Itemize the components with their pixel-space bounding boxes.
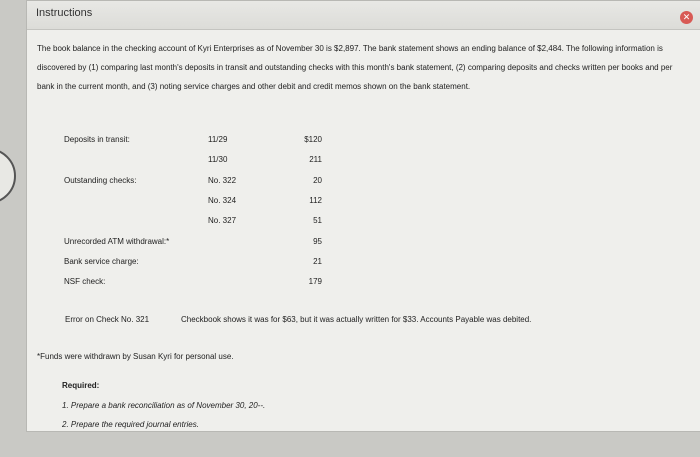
row-amount: 179	[308, 277, 322, 286]
row-label: Unrecorded ATM withdrawal:*	[64, 237, 170, 246]
required-item-2: 2. Prepare the required journal entries.	[62, 420, 199, 429]
table-row	[64, 237, 364, 257]
row-date: No. 324	[208, 196, 237, 205]
row-amount: 20	[313, 176, 322, 185]
row-date: 11/29	[208, 135, 228, 144]
table-row	[64, 155, 364, 175]
row-label: Outstanding checks:	[64, 176, 137, 185]
row-amount: 211	[309, 155, 322, 164]
row-label: Deposits in transit:	[64, 135, 130, 144]
side-panel-toggle[interactable]	[0, 148, 16, 204]
row-date: No. 327	[208, 216, 237, 225]
error-label: Error on Check No. 321	[65, 315, 150, 324]
row-amount: $120	[304, 135, 322, 144]
footnote: *Funds were withdrawn by Susan Kyri for personal use.	[37, 352, 234, 361]
window-titlebar	[27, 1, 700, 30]
table-row	[64, 196, 364, 216]
close-icon[interactable]: ✕	[680, 11, 693, 24]
table-row	[64, 257, 364, 277]
row-amount: 112	[309, 196, 322, 205]
table-row	[64, 277, 364, 297]
row-amount: 21	[313, 257, 322, 266]
table-row	[64, 176, 364, 196]
row-date: No. 322	[208, 176, 237, 185]
error-description: Checkbook shows it was for $63, but it was actually written for $33. Accounts Payable was debited.	[181, 315, 532, 324]
intro-paragraph: The book balance in the checking account of Kyri Enterprises as of November 30 is $2,897. The bank statement shows an ending balance of $2,484. The following information is discovered by (1) comparing last month's deposits in transit and outstanding checks with this month's bank statement, (2) comparing deposits and checks written per books and per bank in the current month, and (3) noting service charges and other debit and credit memos shown on the bank statement.	[37, 44, 673, 91]
table-row	[64, 216, 364, 236]
table-row	[64, 135, 364, 155]
window-title: Instructions	[36, 7, 93, 19]
row-date: 11/30	[208, 155, 228, 164]
instructions-content	[37, 39, 687, 429]
row-amount: 51	[313, 216, 322, 225]
required-heading: Required:	[62, 381, 100, 390]
instructions-window	[26, 0, 700, 432]
row-label: NSF check:	[64, 277, 106, 286]
row-label: Bank service charge:	[64, 257, 139, 266]
required-item-1: 1. Prepare a bank reconciliation as of November 30, 20--.	[62, 401, 266, 410]
row-amount: 95	[313, 237, 322, 246]
